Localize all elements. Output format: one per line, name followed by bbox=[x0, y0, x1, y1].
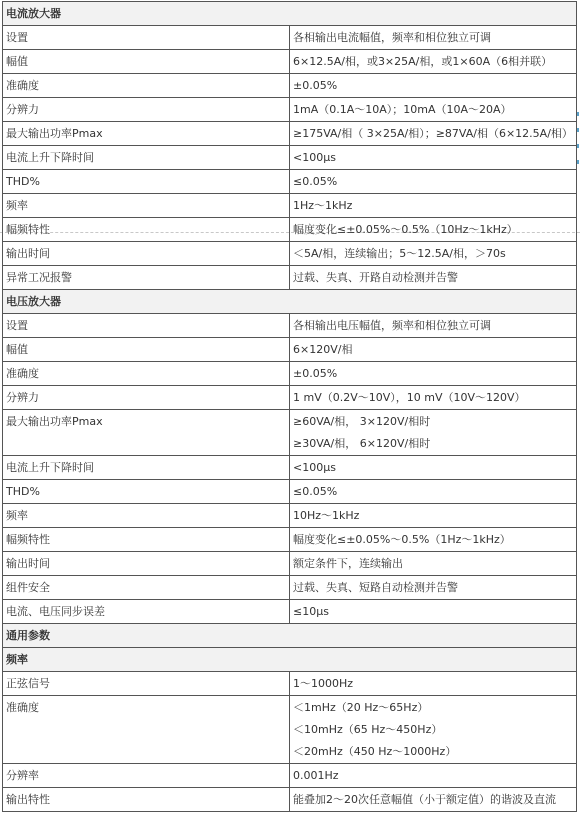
spec-value-line: 各相输出电压幅值，频率和相位独立可调 bbox=[293, 319, 491, 332]
spec-row bbox=[3, 242, 577, 266]
spec-value bbox=[290, 266, 577, 290]
spec-label: 输出特性 bbox=[3, 788, 290, 812]
spec-label: 分辨力 bbox=[3, 98, 290, 122]
spec-value bbox=[290, 74, 577, 98]
spec-row bbox=[3, 98, 577, 122]
spec-value-line: ≤0.05% bbox=[293, 175, 338, 188]
spec-value bbox=[290, 146, 577, 170]
spec-value bbox=[290, 242, 577, 266]
section-title: 通用参数 bbox=[3, 624, 577, 648]
spec-value-line: 1 mV（0.2V～10V），10 mV（10V～120V） bbox=[293, 391, 526, 404]
spec-value-line: <100μs bbox=[293, 461, 336, 474]
spec-row bbox=[3, 410, 577, 456]
spec-value-line: ＜20mHz（450 Hz～1000Hz） bbox=[293, 745, 457, 758]
spec-value-line: ≤10μs bbox=[293, 605, 329, 618]
spec-label: 准确度 bbox=[3, 74, 290, 98]
section-title: 电流放大器 bbox=[3, 2, 577, 26]
spec-row bbox=[3, 362, 577, 386]
spec-row bbox=[3, 338, 577, 362]
spec-label: 电流、电压同步误差 bbox=[3, 600, 290, 624]
spec-row bbox=[3, 266, 577, 290]
spec-value bbox=[290, 552, 577, 576]
spec-label: 输出时间 bbox=[3, 552, 290, 576]
spec-value-line: 10Hz～1kHz bbox=[293, 509, 360, 522]
spec-value bbox=[290, 504, 577, 528]
spec-row bbox=[3, 764, 577, 788]
spec-row bbox=[3, 146, 577, 170]
spec-value bbox=[290, 480, 577, 504]
spec-value bbox=[290, 764, 577, 788]
spec-value bbox=[290, 338, 577, 362]
spec-value-line: 额定条件下，连续输出 bbox=[293, 557, 403, 570]
spec-row bbox=[3, 528, 577, 552]
spec-value bbox=[290, 314, 577, 338]
spec-label: 幅频特性 bbox=[3, 218, 290, 242]
section-title: 频率 bbox=[3, 648, 577, 672]
spec-value bbox=[290, 456, 577, 480]
spec-value-line: ±0.05% bbox=[293, 367, 338, 380]
spec-table bbox=[2, 1, 577, 812]
spec-row bbox=[3, 504, 577, 528]
spec-label: 幅值 bbox=[3, 338, 290, 362]
spec-value bbox=[290, 600, 577, 624]
spec-value-line: 1mA（0.1A～10A）；10mA（10A～20A） bbox=[293, 103, 512, 116]
spec-value-line: 幅度变化≤±0.05%～0.5%（1Hz～1kHz） bbox=[293, 533, 511, 546]
spec-value-line: ≥175VA/相（ 3×25A/相）；≥87VA/相（6×12.5A/相） bbox=[293, 127, 573, 140]
spec-value bbox=[290, 528, 577, 552]
spec-value bbox=[290, 672, 577, 696]
spec-label: 输出时间 bbox=[3, 242, 290, 266]
section-header bbox=[3, 648, 577, 672]
spec-value bbox=[290, 576, 577, 600]
spec-row bbox=[3, 194, 577, 218]
spec-label: 电流上升下降时间 bbox=[3, 456, 290, 480]
spec-row bbox=[3, 696, 577, 764]
spec-row bbox=[3, 50, 577, 74]
spec-value bbox=[290, 194, 577, 218]
spec-row bbox=[3, 170, 577, 194]
spec-value bbox=[290, 788, 577, 812]
section-header bbox=[3, 290, 577, 314]
spec-value-line: 过载、失真、短路自动检测并告警 bbox=[293, 581, 458, 594]
spec-row bbox=[3, 74, 577, 98]
spec-row bbox=[3, 218, 577, 242]
spec-value-line: <100μs bbox=[293, 151, 336, 164]
spec-value-line: 6×12.5A/相，或3×25A/相，或1×60A（6相并联） bbox=[293, 55, 553, 68]
spec-value-line: 0.001Hz bbox=[293, 769, 339, 782]
spec-value-line: ＜5A/相，连续输出；5～12.5A/相，＞70s bbox=[293, 247, 506, 260]
spec-label: 最大输出功率Pmax bbox=[3, 122, 290, 146]
spec-row bbox=[3, 26, 577, 50]
section-header bbox=[3, 624, 577, 648]
spec-label: 频率 bbox=[3, 504, 290, 528]
spec-value bbox=[290, 122, 577, 146]
spec-label: 电流上升下降时间 bbox=[3, 146, 290, 170]
spec-label: 幅值 bbox=[3, 50, 290, 74]
spec-value-line: 幅度变化≤±0.05%～0.5%（10Hz～1kHz） bbox=[293, 223, 518, 236]
spec-row bbox=[3, 600, 577, 624]
spec-value bbox=[290, 170, 577, 194]
spec-row bbox=[3, 552, 577, 576]
spec-value-line: ≤0.05% bbox=[293, 485, 338, 498]
spec-value-line: 1Hz～1kHz bbox=[293, 199, 353, 212]
spec-value-line: 1～1000Hz bbox=[293, 677, 354, 690]
spec-value-line: 过载、失真、开路自动检测并告警 bbox=[293, 271, 458, 284]
spec-row bbox=[3, 386, 577, 410]
spec-value bbox=[290, 386, 577, 410]
spec-value-line: 6×120V/相 bbox=[293, 343, 353, 356]
spec-value-line: ±0.05% bbox=[293, 79, 338, 92]
section-header bbox=[3, 2, 577, 26]
spec-value-line: 能叠加2～20次任意幅值（小于额定值）的谐波及直流 bbox=[293, 793, 556, 806]
spec-value-line: 各相输出电流幅值，频率和相位独立可调 bbox=[293, 31, 491, 44]
spec-value bbox=[290, 50, 577, 74]
spec-value bbox=[290, 362, 577, 386]
spec-value-line: ≥30VA/相， 6×120V/相时 bbox=[293, 437, 431, 450]
spec-value-line: ＜1mHz（20 Hz～65Hz） bbox=[293, 701, 429, 714]
spec-label: THD% bbox=[3, 170, 290, 194]
spec-value-line: ＜10mHz（65 Hz～450Hz） bbox=[293, 723, 443, 736]
spec-value bbox=[290, 696, 577, 764]
spec-label: 幅频特性 bbox=[3, 528, 290, 552]
spec-label: 频率 bbox=[3, 194, 290, 218]
spec-label: THD% bbox=[3, 480, 290, 504]
spec-row bbox=[3, 314, 577, 338]
spec-label: 设置 bbox=[3, 26, 290, 50]
spec-row bbox=[3, 576, 577, 600]
spec-value bbox=[290, 410, 577, 456]
spec-label: 最大输出功率Pmax bbox=[3, 410, 290, 456]
spec-label: 组件安全 bbox=[3, 576, 290, 600]
spec-label: 异常工况报警 bbox=[3, 266, 290, 290]
spec-value bbox=[290, 98, 577, 122]
spec-label: 正弦信号 bbox=[3, 672, 290, 696]
spec-label: 分辨力 bbox=[3, 386, 290, 410]
spec-label: 设置 bbox=[3, 314, 290, 338]
section-title: 电压放大器 bbox=[3, 290, 577, 314]
spec-label: 分辨率 bbox=[3, 764, 290, 788]
spec-row bbox=[3, 788, 577, 812]
spec-value-line: ≥60VA/相， 3×120V/相时 bbox=[293, 415, 431, 428]
spec-row bbox=[3, 672, 577, 696]
spec-row bbox=[3, 456, 577, 480]
spec-row bbox=[3, 122, 577, 146]
spec-label: 准确度 bbox=[3, 696, 290, 764]
spec-value bbox=[290, 26, 577, 50]
spec-row bbox=[3, 480, 577, 504]
spec-label: 准确度 bbox=[3, 362, 290, 386]
spec-value bbox=[290, 218, 577, 242]
